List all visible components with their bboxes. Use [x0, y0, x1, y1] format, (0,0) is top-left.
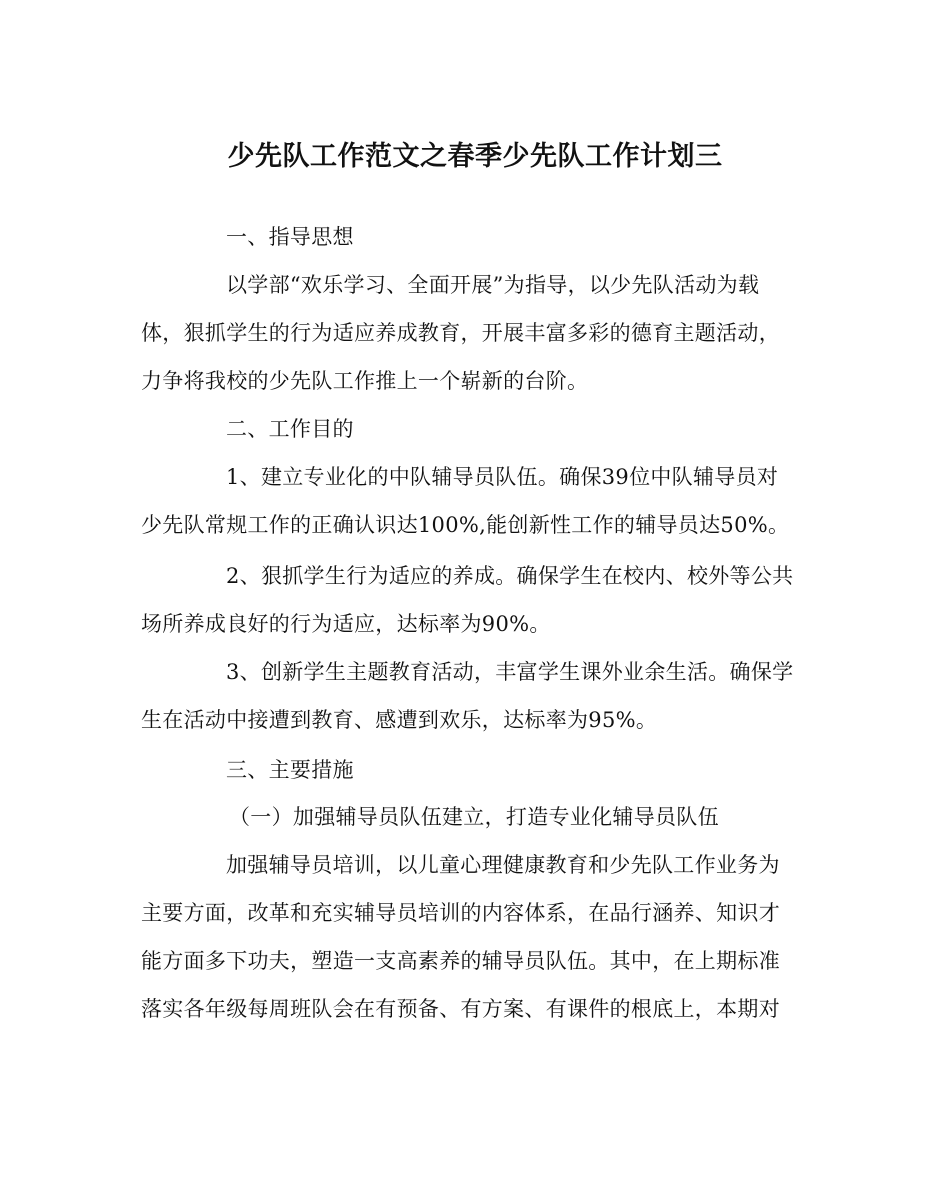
paragraph-line: 主要方面，改革和充实辅导员培训的内容体系，在品行涵养、知识才	[141, 901, 780, 925]
section-heading-measures: 三、主要措施	[226, 758, 354, 782]
section-heading-guiding-thought: 一、指导思想	[226, 225, 354, 249]
paragraph-line: 少先队常规工作的正确认识达100%,能创新性工作的辅导员达50%。	[141, 513, 790, 537]
paragraph-line: 场所养成良好的行为适应，达标率为90%。	[141, 612, 551, 636]
paragraph-line: 体，狠抓学生的行为适应养成教育，开展丰富多彩的德育主题活动，	[141, 321, 780, 345]
paragraph-line: 能方面多下功夫，塑造一支高素养的辅导员队伍。其中，在上期标准	[141, 949, 780, 973]
paragraph-line: 力争将我校的少先队工作推上一个崭新的台阶。	[141, 369, 589, 393]
paragraph-line: 生在活动中接遭到教育、感遭到欢乐，达标率为95%。	[141, 708, 658, 732]
paragraph-line: 以学部“欢乐学习、全面开展”为指导，以少先队活动为载	[226, 273, 760, 297]
subsection-heading: （一）加强辅导员队伍建立，打造专业化辅导员队伍	[229, 805, 719, 829]
document-title: 少先队工作范文之春季少先队工作计划三	[227, 141, 723, 172]
paragraph-line: 1、建立专业化的中队辅导员队伍。确保39位中队辅导员对	[226, 465, 779, 489]
paragraph-line: 落实各年级每周班队会在有预备、有方案、有课件的根底上，本期对	[141, 997, 780, 1021]
paragraph-line: 加强辅导员培训，以儿童心理健康教育和少先队工作业务为	[226, 853, 780, 877]
section-heading-goals: 二、工作目的	[226, 417, 354, 441]
paragraph-line: 2、狠抓学生行为适应的养成。确保学生在校内、校外等公共	[226, 564, 794, 588]
paragraph-line: 3、创新学生主题教育活动，丰富学生课外业余生活。确保学	[226, 660, 794, 684]
